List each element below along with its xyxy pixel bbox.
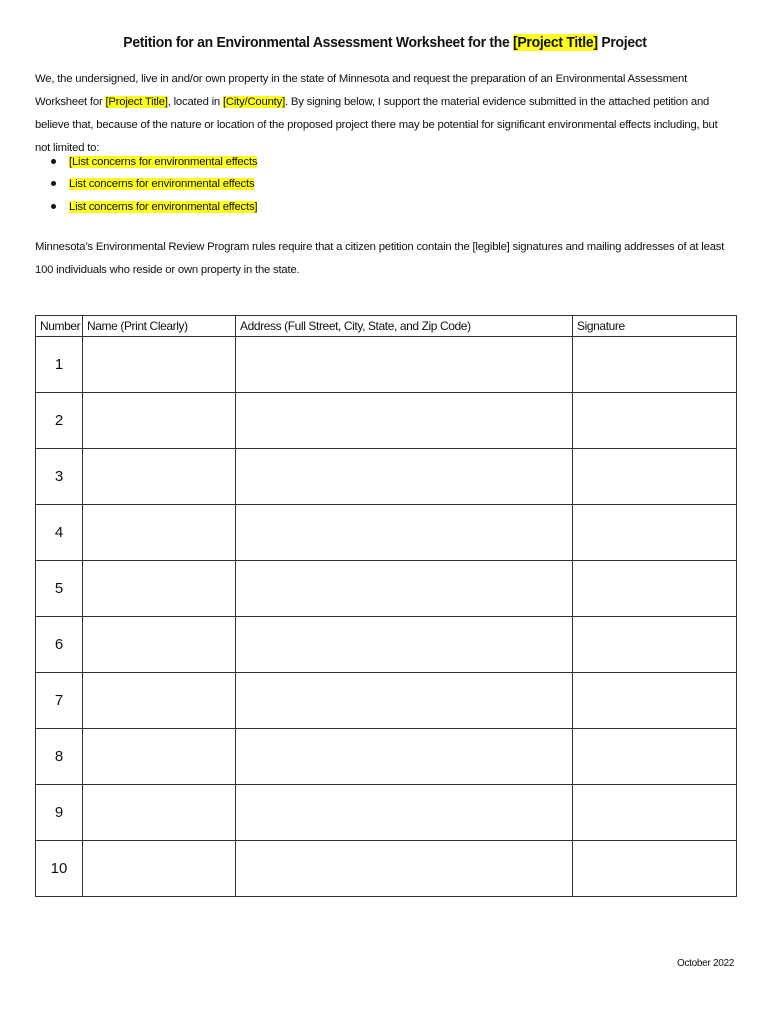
row-number: 2 <box>36 393 83 449</box>
table-row <box>36 841 737 897</box>
address-cell[interactable] <box>236 505 573 561</box>
table-row <box>36 561 737 617</box>
intro-project-placeholder: [Project Title] <box>105 96 168 108</box>
row-number: 3 <box>36 449 83 505</box>
intro-location-placeholder: [City/County] <box>222 96 286 108</box>
bullet-icon <box>51 204 56 209</box>
header-name: Name (Print Clearly) <box>83 316 236 337</box>
rules-paragraph: Minnesota’s Environmental Review Program rules require that a citizen petition contain the [legible] signatures and mailing addresses of at least 100 individuals who reside or own property in the state. <box>35 241 725 276</box>
intro-text-1: We, the undersigned, live in and/or own property in the state of Minnesota and request the preparation of an Environmental Assessment Worksheet for <box>35 73 688 108</box>
signature-table <box>35 315 737 897</box>
table-row <box>36 617 737 673</box>
address-cell[interactable] <box>236 449 573 505</box>
name-cell[interactable] <box>83 729 236 785</box>
title-suffix: Project <box>597 34 647 51</box>
bullet-icon <box>51 181 56 186</box>
row-number: 4 <box>36 505 83 561</box>
table-row <box>36 785 737 841</box>
name-cell[interactable] <box>83 785 236 841</box>
signature-cell[interactable] <box>573 841 737 897</box>
address-cell[interactable] <box>236 841 573 897</box>
concerns-list <box>48 151 257 218</box>
row-number: 9 <box>36 785 83 841</box>
table-row <box>36 449 737 505</box>
name-cell[interactable] <box>83 337 236 393</box>
row-number: 8 <box>36 729 83 785</box>
row-number: 6 <box>36 617 83 673</box>
signature-cell[interactable] <box>573 785 737 841</box>
table-header-row <box>36 316 737 337</box>
signature-cell[interactable] <box>573 617 737 673</box>
name-cell[interactable] <box>83 393 236 449</box>
table-row <box>36 729 737 785</box>
row-number: 5 <box>36 561 83 617</box>
name-cell[interactable] <box>83 673 236 729</box>
name-cell[interactable] <box>83 561 236 617</box>
row-number: 1 <box>36 337 83 393</box>
table-row <box>36 505 737 561</box>
address-cell[interactable] <box>236 337 573 393</box>
intro-text-2: , located in <box>167 96 223 108</box>
name-cell[interactable] <box>83 617 236 673</box>
concern-text: [List concerns for environmental effects <box>69 156 258 168</box>
name-cell[interactable] <box>83 841 236 897</box>
address-cell[interactable] <box>236 617 573 673</box>
signature-cell[interactable] <box>573 337 737 393</box>
table-row <box>36 393 737 449</box>
table-row <box>36 337 737 393</box>
address-cell[interactable] <box>236 785 573 841</box>
signature-cell[interactable] <box>573 393 737 449</box>
address-cell[interactable] <box>236 561 573 617</box>
intro-text-3: . By signing below, I support the material evidence submitted in the attached petition and believe that, because of the nature or location of the proposed project there may be potential for significant environmental effects including, but not limited to: <box>35 96 718 154</box>
signature-cell[interactable] <box>573 673 737 729</box>
address-cell[interactable] <box>236 393 573 449</box>
signature-cell[interactable] <box>573 729 737 785</box>
header-address: Address (Full Street, City, State, and Zip Code) <box>236 316 573 337</box>
footer-date: October 2022 <box>677 958 734 969</box>
address-cell[interactable] <box>236 729 573 785</box>
row-number: 7 <box>36 673 83 729</box>
name-cell[interactable] <box>83 505 236 561</box>
page-title <box>27 34 743 51</box>
header-signature: Signature <box>573 316 737 337</box>
concern-text: List concerns for environmental effects <box>69 178 255 191</box>
concern-text: List concerns for environmental effects] <box>69 200 258 213</box>
intro-paragraph <box>35 68 735 160</box>
concern-item <box>48 196 257 218</box>
signature-cell[interactable] <box>573 505 737 561</box>
title-project-placeholder: [Project Title] <box>513 34 598 51</box>
address-cell[interactable] <box>236 673 573 729</box>
signature-cell[interactable] <box>573 449 737 505</box>
title-prefix: Petition for an Environmental Assessment Worksheet for the <box>123 34 514 51</box>
bullet-icon <box>51 159 56 164</box>
name-cell[interactable] <box>83 449 236 505</box>
concern-item <box>48 173 257 195</box>
row-number: 10 <box>36 841 83 897</box>
header-number: Number <box>36 316 83 337</box>
signature-cell[interactable] <box>573 561 737 617</box>
table-row <box>36 673 737 729</box>
concern-item <box>48 151 257 173</box>
